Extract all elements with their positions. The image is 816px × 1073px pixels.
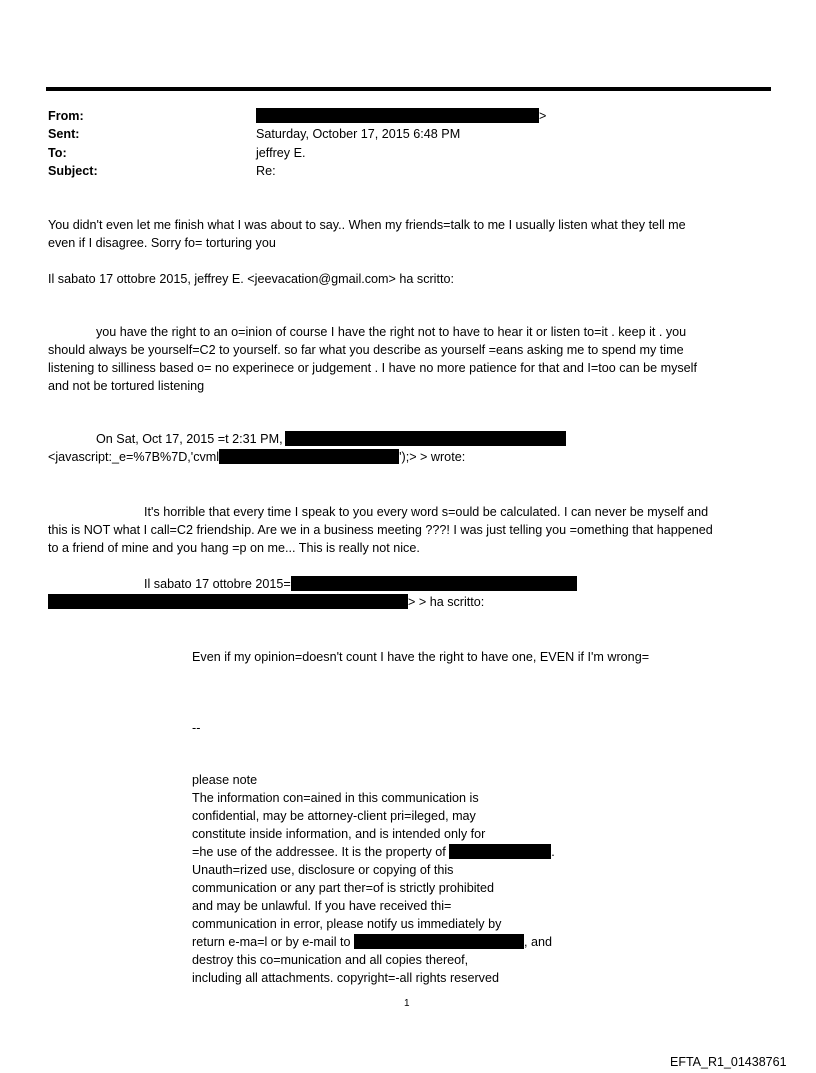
disclaimer-line: constitute inside information, and is intended only for <box>192 827 486 841</box>
attribution-text: > > ha scritto: <box>408 595 485 609</box>
sent-label: Sent: <box>48 127 80 141</box>
subject-value: Re: <box>256 164 276 178</box>
attribution-text: <javascript:_e=%7B%7D,'cvml <box>48 450 220 464</box>
disclaimer-text: , and <box>524 935 553 949</box>
disclaimer-line: and may be unlawful. If you have received thi= <box>192 899 452 913</box>
disclaimer-line: including all attachments. copyright=-all rights reserved <box>192 971 499 985</box>
sent-value: Saturday, October 17, 2015 6:48 PM <box>256 127 461 141</box>
attribution-text: On Sat, Oct 17, 2015 =t 2:31 PM, <box>96 432 283 446</box>
redaction-box <box>291 576 577 591</box>
disclaimer-line: communication in error, please notify us immediately by <box>192 917 502 931</box>
disclaimer-line: Unauth=rized use, disclosure or copying of this <box>192 863 454 877</box>
disclaimer-line: communication or any part ther=of is strictly prohibited <box>192 881 495 895</box>
redaction-box <box>256 108 539 123</box>
quote-line: should always be yourself=C2 to yourself. so far what you describe as yourself =eans asking me to spend my time <box>48 343 684 357</box>
redaction-box <box>449 844 551 859</box>
document-id: EFTA_R1_01438761 <box>670 1055 787 1069</box>
from-suffix: > <box>539 109 547 123</box>
attribution-text: ');> > wrote: <box>399 450 466 464</box>
from-label: From: <box>48 109 84 123</box>
attribution-line <box>48 448 465 466</box>
attribution-line <box>48 593 484 611</box>
quote-line: and not be tortured listening <box>48 379 205 393</box>
quote-line: to a friend of mine and you hang =p on me... This is really not nice. <box>48 541 420 555</box>
page-number: 1 <box>404 998 410 1009</box>
to-label: To: <box>48 146 67 160</box>
signature-dashes: -- <box>192 721 201 735</box>
quote-line: this is NOT what I call=C2 friendship. Are we in a business meeting ???! I was just telling you =omething that happened <box>48 523 713 537</box>
attribution-text: Il sabato 17 ottobre 2015= <box>144 577 291 591</box>
body-line: You didn't even let me finish what I was about to say.. When my friends=talk to me I usually listen what they tell me <box>48 218 686 232</box>
disclaimer-text: =he use of the addressee. It is the property of <box>192 845 446 859</box>
disclaimer-line <box>192 843 555 861</box>
top-rule <box>46 87 771 91</box>
quote-line: you have the right to an o=inion of course I have the right not to have to hear it or listen to=it . keep it . you <box>96 325 687 339</box>
subject-label: Subject: <box>48 164 98 178</box>
attribution-line: Il sabato 17 ottobre 2015, jeffrey E. <jeevacation@gmail.com> ha scritto: <box>48 272 454 286</box>
quote-line: Even if my opinion=doesn't count I have the right to have one, EVEN if I'm wrong= <box>192 650 650 664</box>
redaction-box <box>354 934 524 949</box>
disclaimer-line: confidential, may be attorney-client pri=ileged, may <box>192 809 476 823</box>
to-value: jeffrey E. <box>256 146 306 160</box>
quote-line: listening to silliness based o= no experinece or judgement . I have no more patience for that and I=too can be myself <box>48 361 697 375</box>
disclaimer-title: please note <box>192 773 258 787</box>
disclaimer-line: The information con=ained in this communication is <box>192 791 479 805</box>
redaction-box <box>285 431 566 446</box>
attribution-line <box>96 430 566 448</box>
disclaimer-text: return e-ma=l or by e-mail to <box>192 935 351 949</box>
disclaimer-line <box>192 933 552 951</box>
attribution-line <box>144 575 577 593</box>
from-value <box>256 107 546 125</box>
redaction-box <box>48 594 408 609</box>
redaction-box <box>219 449 399 464</box>
disclaimer-line: destroy this co=munication and all copies thereof, <box>192 953 469 967</box>
body-line: even if I disagree. Sorry fo= torturing you <box>48 236 276 250</box>
quote-line: It's horrible that every time I speak to you every word s=ould be calculated. I can never be myself and <box>144 505 709 519</box>
disclaimer-text: . <box>551 845 555 859</box>
